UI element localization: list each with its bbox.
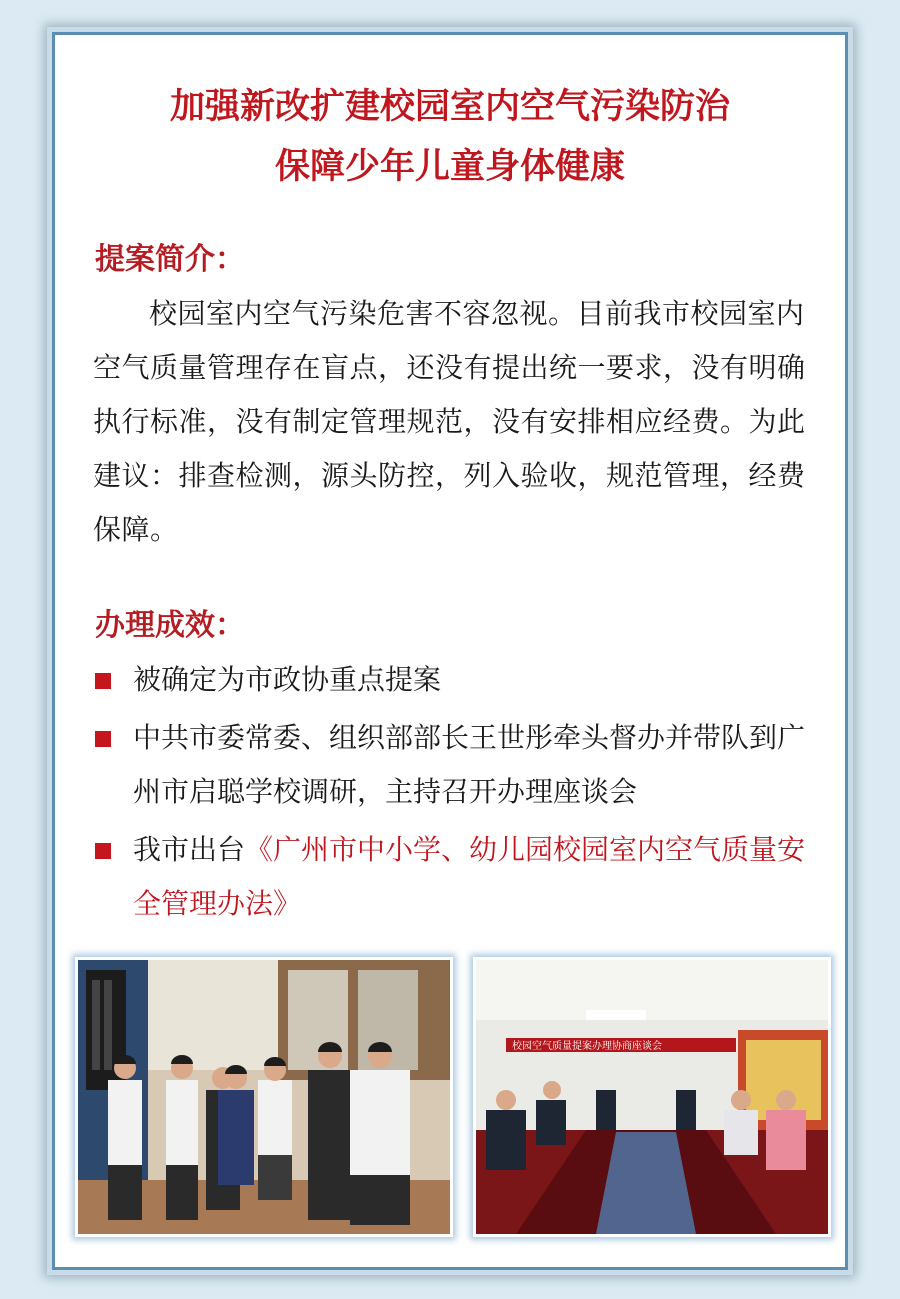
poster-title-line-2: 保障少年儿童身体健康	[274, 147, 625, 187]
poster-card	[52, 32, 848, 1270]
intro-heading: 提案简介：	[95, 242, 245, 277]
square-bullet-icon	[95, 843, 111, 859]
result-item	[95, 823, 815, 931]
square-bullet-icon	[95, 673, 111, 689]
result-item	[95, 653, 815, 707]
poster-title-line-1: 加强新改扩建校园室内空气污染防治	[169, 87, 730, 127]
meeting-photo	[473, 957, 831, 1237]
result-item-text: 被确定为市政协重点提案	[133, 663, 442, 696]
meeting-banner-text: 校园空气质量提案办理协商座谈会	[512, 1041, 662, 1052]
results-heading: 办理成效：	[95, 608, 245, 643]
result-item	[95, 711, 815, 819]
intro-paragraph: 校园室内空气污染危害不容忽视。目前我市校园室内空气质量管理存在盲点，还没有提出统一要求，没有明确执行标准，没有制定管理规范，没有安排相应经费。为此建议：排查检测，源头防控，列入验收，规范管理，经费保障。	[93, 297, 806, 546]
result-item-text	[133, 823, 815, 931]
research-visit-photo	[75, 957, 453, 1237]
result-item-text: 中共市委常委、组织部部长王世彤牵头督办并带队到广州市启聪学校调研，主持召开办理座谈会	[133, 721, 806, 808]
regulation-title: 《广州市中小学、幼儿园校园室内空气质量安全管理办法》	[133, 833, 806, 920]
meeting-photo-image	[476, 960, 828, 1234]
square-bullet-icon	[95, 731, 111, 747]
result-item-prefix: 我市出台	[133, 833, 246, 866]
research-visit-photo-image	[78, 960, 450, 1234]
